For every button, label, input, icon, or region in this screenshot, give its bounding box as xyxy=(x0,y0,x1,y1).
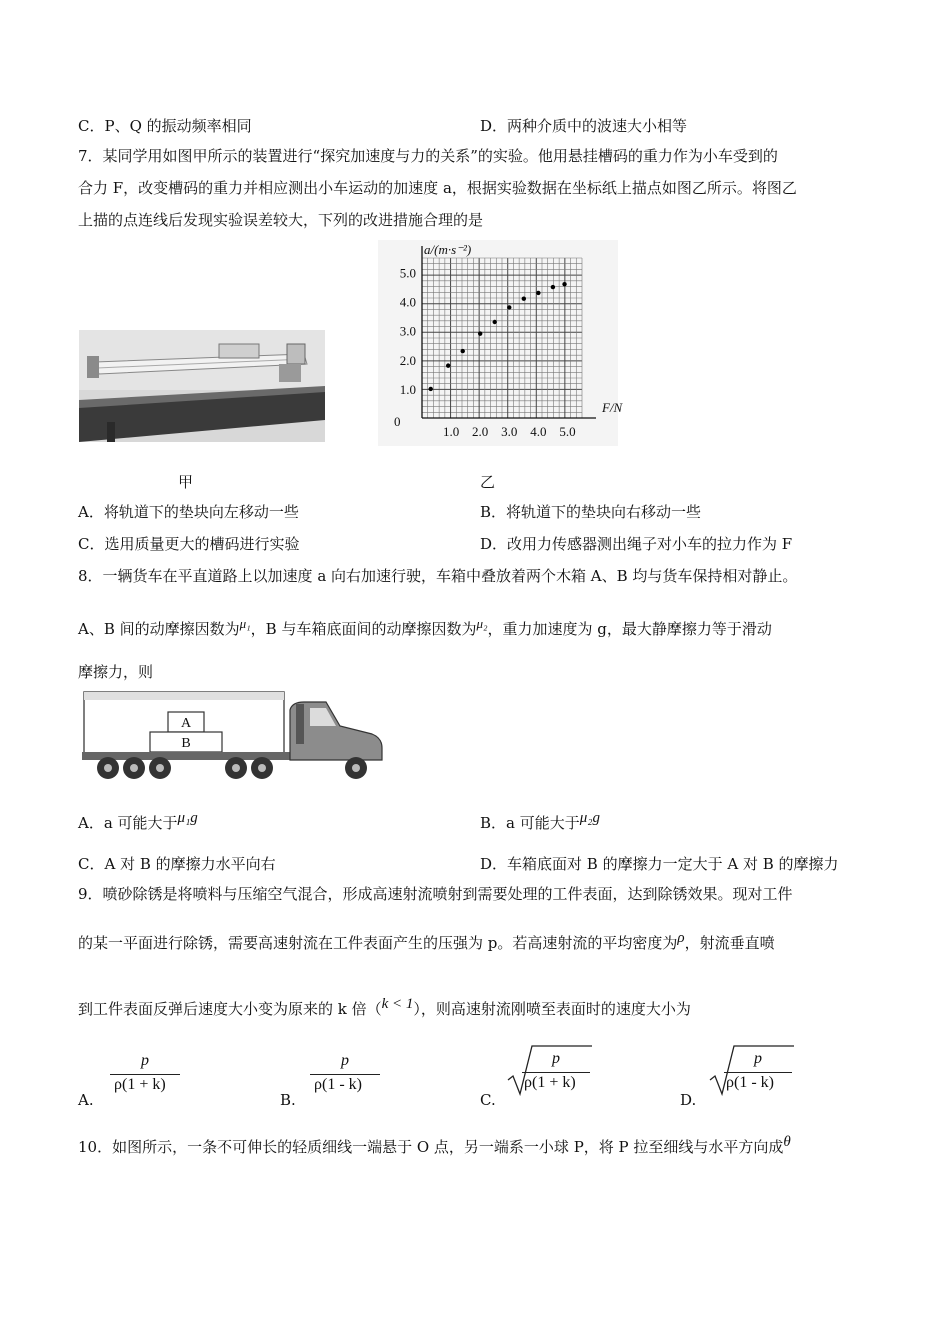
x-axis-label: F/N xyxy=(602,400,623,415)
numerator-p: p xyxy=(754,1050,762,1067)
numerator-p: p xyxy=(341,1052,349,1069)
q8-line2-part-b: ，B 与车箱底面间的动摩擦因数为 xyxy=(250,620,477,638)
q9-line3-part-b: ），则高速射流刚喷至表面时的速度大小为 xyxy=(413,1000,691,1018)
theta-symbol: θ xyxy=(783,1134,791,1150)
data-point xyxy=(551,285,555,289)
q9-stem-line3 xyxy=(78,994,691,1019)
y-axis-label: a/(m·s⁻²) xyxy=(424,242,472,257)
q8-option-b xyxy=(480,808,600,833)
q8-option-d: D．车箱底面对 B 的摩擦力一定大于 A 对 B 的摩擦力 xyxy=(480,855,839,873)
data-point xyxy=(536,291,540,295)
q9-option-c-label: C. xyxy=(480,1091,496,1109)
denominator: ρ(1 + k) xyxy=(114,1076,166,1093)
q9-option-b-label: B. xyxy=(280,1091,296,1109)
q9-option-d-fraction xyxy=(720,1050,796,1096)
q7-stem-line2: 合力 F，改变槽码的重力并相应测出小车运动的加速度 a，根据实验数据在坐标纸上描点如图乙所示。将图乙 xyxy=(78,179,797,197)
q7-option-a: A．将轨道下的垫块向左移动一些 xyxy=(78,503,299,521)
q9-stem-line2 xyxy=(78,928,775,953)
q10-line1-text: 10．如图所示，一条不可伸长的轻质细线一端悬于 O 点，另一端系一小球 P，将 P 拉至细线与水平方向成 xyxy=(78,1138,784,1156)
data-point xyxy=(446,363,450,367)
mu1-symbol: μ₁ xyxy=(239,616,251,631)
q7-stem-line3: 上描的点连线后发现实验误差较大，下列的改进措施合理的是 xyxy=(78,211,484,229)
y-tick-label: 5.0 xyxy=(399,265,416,281)
figure-label-jia: 甲 xyxy=(178,473,194,491)
q7-option-d: D．改用力传感器测出绳子对小车的拉力作为 F xyxy=(480,535,793,553)
q8-option-a-text: A．a 可能大于 xyxy=(78,814,178,832)
data-point xyxy=(562,282,566,286)
numerator-p: p xyxy=(141,1052,149,1069)
q7-option-b: B．将轨道下的垫块向右移动一些 xyxy=(480,503,702,521)
fraction-bar xyxy=(310,1074,380,1075)
q8-option-a xyxy=(78,808,198,833)
track-apparatus-photo xyxy=(79,330,325,442)
data-point xyxy=(493,320,497,324)
a-f-scatter-chart xyxy=(378,240,623,446)
q9-stem-line1: 9．喷砂除锈是将喷料与压缩空气混合，形成高速射流喷射到需要处理的工件表面，达到除锈效果。现对工件 xyxy=(78,885,793,903)
numerator-p: p xyxy=(552,1050,560,1067)
q9-option-d-label: D. xyxy=(680,1091,697,1109)
q9-option-a-fraction xyxy=(106,1052,184,1098)
q8-stem-line1: 8．一辆货车在平直道路上以加速度 a 向右加速行驶，车箱中叠放着两个木箱 A、B 均与货车保持相对静止。 xyxy=(78,567,798,585)
x-tick-label: 5.0 xyxy=(559,424,576,439)
q8-option-c: C．A 对 B 的摩擦力水平向右 xyxy=(78,855,276,873)
x-tick-label: 3.0 xyxy=(501,424,518,439)
denominator: ρ(1 + k) xyxy=(524,1074,576,1091)
y-tick-label: 3.0 xyxy=(399,323,416,339)
y-tick-label: 4.0 xyxy=(399,294,416,310)
rho-symbol: ρ xyxy=(677,930,685,946)
q8-option-b-text: B．a 可能大于 xyxy=(480,814,580,832)
fraction-bar xyxy=(110,1074,180,1075)
q7-option-c: C．选用质量更大的槽码进行实验 xyxy=(78,535,300,553)
q8-line2-part-c: ，重力加速度为 g，最大静摩擦力等于滑动 xyxy=(487,620,772,638)
k-condition: k < 1 xyxy=(381,996,414,1012)
data-point xyxy=(461,349,465,353)
data-point xyxy=(507,305,511,309)
q6-option-c: C．P、Q 的振动频率相同 xyxy=(78,117,252,135)
mu2-g-expression: μ₂g xyxy=(579,810,600,826)
q8-stem-line2 xyxy=(78,614,772,639)
fraction-bar xyxy=(724,1072,792,1073)
q9-option-c-fraction xyxy=(518,1050,594,1096)
x-tick-label: 2.0 xyxy=(472,424,489,439)
q9-line3-part-a: 到工件表面反弹后速度大小变为原来的 k 倍（ xyxy=(78,1000,382,1018)
mu2-symbol: μ₂ xyxy=(476,616,488,631)
q9-option-b-fraction xyxy=(306,1052,384,1098)
q9-line2-part-a: 的某一平面进行除锈，需要高速射流在工件表面产生的压强为 p。若高速射流的平均密度为 xyxy=(78,934,678,952)
q9-line2-part-b: ，射流垂直喷 xyxy=(684,934,775,952)
y-tick-label: 1.0 xyxy=(399,381,416,397)
data-point xyxy=(478,331,482,335)
figure-label-yi: 乙 xyxy=(480,473,496,491)
data-point xyxy=(522,297,526,301)
truck-illustration xyxy=(78,688,390,784)
box-b-label: B xyxy=(181,736,191,751)
denominator: ρ(1 - k) xyxy=(726,1074,774,1091)
x-tick-label: 4.0 xyxy=(530,424,547,439)
q6-option-d: D．两种介质中的波速大小相等 xyxy=(480,117,688,135)
q9-option-a-label: A. xyxy=(78,1091,94,1109)
q8-stem-line3: 摩擦力，则 xyxy=(78,663,154,681)
q10-stem-line1 xyxy=(78,1132,791,1157)
mu1-g-expression: μ₁g xyxy=(177,810,198,826)
denominator: ρ(1 - k) xyxy=(314,1076,362,1093)
q7-stem-line1: 7．某同学用如图甲所示的装置进行“探究加速度与力的关系”的实验。他用悬挂槽码的重力作为小车受到的 xyxy=(78,147,778,165)
x-tick-label: 1.0 xyxy=(442,424,460,439)
q8-line2-part-a: A、B 间的动摩擦因数为 xyxy=(78,620,240,638)
y-tick-label: 2.0 xyxy=(399,352,416,368)
fraction-bar xyxy=(522,1072,590,1073)
data-point xyxy=(429,387,433,391)
origin-label: 0 xyxy=(394,414,401,429)
box-a-label: A xyxy=(180,716,192,731)
